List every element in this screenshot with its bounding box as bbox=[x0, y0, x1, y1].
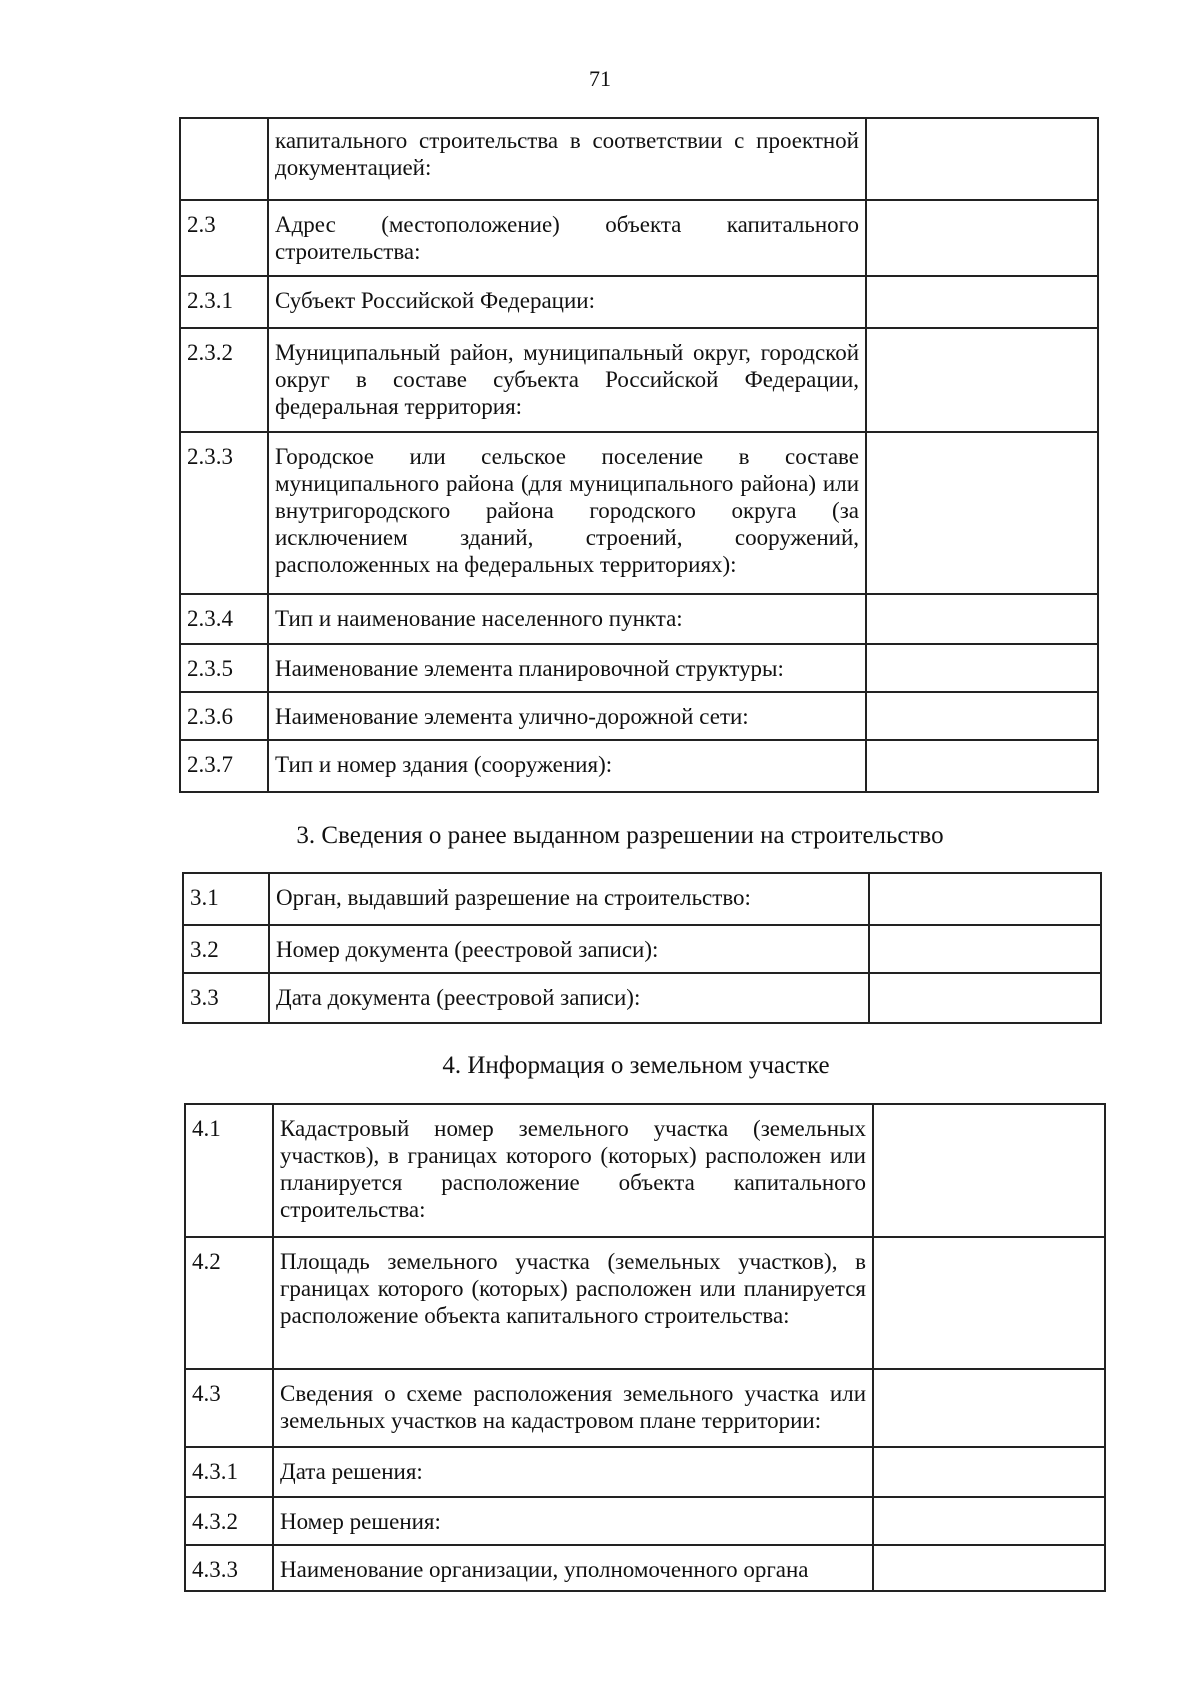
row-number: 4.2 bbox=[185, 1237, 273, 1369]
table-row bbox=[185, 1104, 1105, 1237]
row-label: Адрес (местоположение) объекта капитального строительства: bbox=[268, 200, 866, 276]
row-value-field[interactable] bbox=[866, 692, 1098, 740]
row-label: Сведения о схеме расположения земельного участка или земельных участков на кадастровом плане территории: bbox=[273, 1369, 873, 1447]
page-number: 71 bbox=[589, 66, 611, 91]
row-value-field[interactable] bbox=[866, 432, 1098, 594]
table-row bbox=[180, 432, 1098, 594]
row-label: Тип и номер здания (сооружения): bbox=[268, 740, 866, 792]
row-label: капитального строительства в соответствии с проектной документацией: bbox=[268, 118, 866, 200]
table-row bbox=[185, 1545, 1105, 1591]
row-label: Орган, выдавший разрешение на строительство: bbox=[269, 873, 869, 925]
row-label: Городское или сельское поселение в составе муниципального района (для муниципального района) или внутригородского района городского округа (за исключением зданий, строений, сооружений, расположенных на федеральных территориях): bbox=[268, 432, 866, 594]
row-number: 4.1 bbox=[185, 1104, 273, 1237]
row-number: 2.3.5 bbox=[180, 644, 268, 692]
row-value-field[interactable] bbox=[866, 328, 1098, 432]
row-value-field[interactable] bbox=[873, 1545, 1105, 1591]
row-label: Дата решения: bbox=[273, 1447, 873, 1497]
row-number: 4.3.3 bbox=[185, 1545, 273, 1591]
table-row bbox=[185, 1369, 1105, 1447]
row-number: 3.1 bbox=[183, 873, 269, 925]
section-3-title: 3. Сведения о ранее выданном разрешении на строительство bbox=[296, 822, 944, 849]
row-value-field[interactable] bbox=[873, 1104, 1105, 1237]
row-label: Наименование элемента планировочной структуры: bbox=[268, 644, 866, 692]
table-row bbox=[180, 644, 1098, 692]
row-value-field[interactable] bbox=[869, 873, 1101, 925]
section-4-title: 4. Информация о земельном участке bbox=[442, 1052, 830, 1079]
table-row bbox=[180, 118, 1098, 200]
row-number: 2.3.2 bbox=[180, 328, 268, 432]
table-row bbox=[183, 925, 1101, 973]
row-value-field[interactable] bbox=[869, 925, 1101, 973]
row-value-field[interactable] bbox=[866, 644, 1098, 692]
table-row bbox=[180, 276, 1098, 328]
row-number: 2.3.6 bbox=[180, 692, 268, 740]
row-number: 2.3.3 bbox=[180, 432, 268, 594]
table-row bbox=[180, 740, 1098, 792]
table-row bbox=[180, 594, 1098, 644]
row-label: Тип и наименование населенного пункта: bbox=[268, 594, 866, 644]
row-number: 2.3 bbox=[180, 200, 268, 276]
table-row bbox=[183, 873, 1101, 925]
table-row bbox=[185, 1497, 1105, 1545]
row-value-field[interactable] bbox=[873, 1369, 1105, 1447]
permit-table bbox=[182, 872, 1102, 1024]
table-row bbox=[180, 692, 1098, 740]
table-row bbox=[180, 328, 1098, 432]
row-number: 2.3.4 bbox=[180, 594, 268, 644]
row-label: Номер решения: bbox=[273, 1497, 873, 1545]
row-label: Дата документа (реестровой записи): bbox=[269, 973, 869, 1023]
row-number bbox=[180, 118, 268, 200]
address-table bbox=[179, 117, 1099, 793]
row-number: 3.3 bbox=[183, 973, 269, 1023]
table-row bbox=[185, 1237, 1105, 1369]
table-row bbox=[183, 973, 1101, 1023]
row-label: Наименование элемента улично-дорожной сети: bbox=[268, 692, 866, 740]
row-number: 3.2 bbox=[183, 925, 269, 973]
row-number: 2.3.7 bbox=[180, 740, 268, 792]
row-label: Субъект Российской Федерации: bbox=[268, 276, 866, 328]
row-value-field[interactable] bbox=[873, 1237, 1105, 1369]
row-number: 4.3.2 bbox=[185, 1497, 273, 1545]
row-number: 4.3.1 bbox=[185, 1447, 273, 1497]
row-value-field[interactable] bbox=[866, 200, 1098, 276]
row-label: Наименование организации, уполномоченного органа bbox=[273, 1545, 873, 1591]
row-value-field[interactable] bbox=[873, 1447, 1105, 1497]
land-plot-table bbox=[184, 1103, 1106, 1592]
row-value-field[interactable] bbox=[866, 118, 1098, 200]
row-value-field[interactable] bbox=[873, 1497, 1105, 1545]
row-value-field[interactable] bbox=[866, 740, 1098, 792]
table-row bbox=[180, 200, 1098, 276]
row-value-field[interactable] bbox=[869, 973, 1101, 1023]
row-value-field[interactable] bbox=[866, 594, 1098, 644]
row-label: Площадь земельного участка (земельных участков), в границах которого (которых) расположен или планируется расположение объекта капитального строительства: bbox=[273, 1237, 873, 1369]
row-label: Номер документа (реестровой записи): bbox=[269, 925, 869, 973]
row-number: 2.3.1 bbox=[180, 276, 268, 328]
row-number: 4.3 bbox=[185, 1369, 273, 1447]
table-row bbox=[185, 1447, 1105, 1497]
row-value-field[interactable] bbox=[866, 276, 1098, 328]
row-label: Кадастровый номер земельного участка (земельных участков), в границах которого (которых) расположен или планируется расположение объекта капитального строительства: bbox=[273, 1104, 873, 1237]
row-label: Муниципальный район, муниципальный округ, городской округ в составе субъекта Российской Федерации, федеральная территория: bbox=[268, 328, 866, 432]
